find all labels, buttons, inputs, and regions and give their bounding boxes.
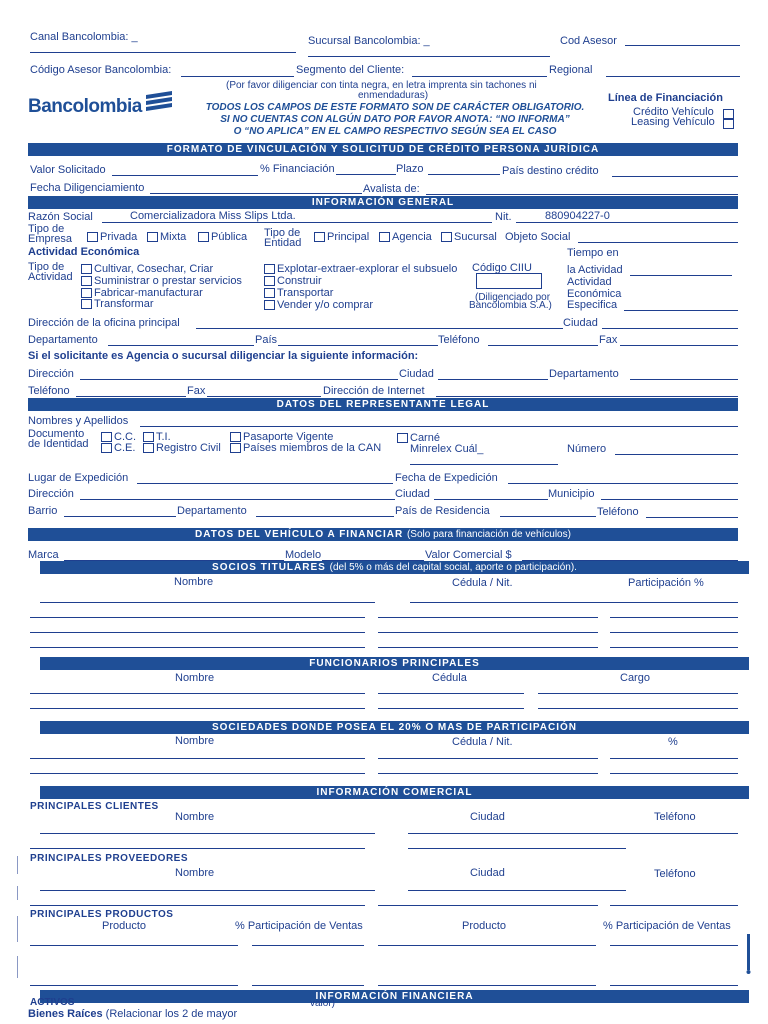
registro-option[interactable]: Registro Civil (143, 442, 221, 454)
fecha-expedicion-field[interactable] (508, 483, 738, 484)
instruction-text-2: enmendaduras) (358, 90, 429, 101)
direccion-internet-label: Dirección de Internet (323, 385, 425, 397)
section-info-general: INFORMACIÓN GENERAL (28, 196, 738, 209)
socios-row-4-cedula[interactable] (378, 647, 598, 648)
pais-destino-label: País destino crédito (502, 165, 599, 177)
clientes-nombre-header: Nombre (175, 811, 215, 823)
valor-solicitado-field[interactable] (112, 175, 258, 176)
objeto-social-label: Objeto Social (505, 231, 571, 243)
productos-ventas-header: % Participación de Ventas (235, 920, 363, 932)
pais-label: País (255, 334, 278, 346)
clientes-row-2-nombre[interactable] (30, 848, 365, 849)
rep-telefono-label: Teléfono (597, 506, 639, 518)
act-suministrar[interactable]: Suministrar o prestar servicios (81, 275, 242, 287)
marca-label: Marca (28, 549, 59, 561)
ciiu-label: Código CIIU (472, 262, 532, 274)
canal-label: Canal Bancolombia: _ (30, 31, 138, 43)
minrelex-field[interactable] (410, 464, 558, 465)
direccion-internet-field[interactable] (436, 396, 738, 397)
sucursal-checkbox[interactable] (441, 232, 452, 242)
nit-value: 880904227-0 (545, 210, 610, 222)
razon-social-field[interactable] (102, 222, 492, 223)
ti-option[interactable]: T.I. (143, 431, 171, 443)
act-transformar[interactable]: Transformar (81, 298, 154, 310)
nombres-label: Nombres y Apellidos (28, 415, 129, 427)
regional-label: Regional (549, 64, 593, 76)
clientes-row-2-ciudad[interactable] (408, 848, 626, 849)
rep-telefono-field[interactable] (646, 517, 738, 518)
departamento-field[interactable] (108, 345, 254, 346)
privada-option[interactable]: Privada (87, 231, 137, 243)
agencia-fax-label: Fax (187, 385, 206, 397)
sociedades-cedula-header: Cédula / Nit. (452, 736, 513, 748)
bancolombia-logo: Bancolombia (28, 96, 142, 118)
act-explotar[interactable]: Explotar-extraer-explorar el subsuelo (264, 263, 457, 275)
sociedades-row-2-cedula[interactable] (378, 773, 598, 774)
pais-destino-field[interactable] (612, 176, 738, 177)
economica-label: Económica (567, 288, 622, 300)
rep-municipio-field[interactable] (601, 499, 738, 500)
sociedades-row-1-cedula[interactable] (378, 758, 598, 759)
paises-checkbox[interactable] (230, 443, 241, 453)
modelo-label: Modelo (285, 549, 322, 561)
segmento-label: Segmento del Cliente: (296, 64, 405, 76)
act-transportar-checkbox[interactable] (264, 288, 275, 298)
minrelex-label: Minrelex Cuál_ (410, 443, 484, 455)
proveedores-row-1-ciudad[interactable] (408, 890, 626, 891)
socios-nombre-header: Nombre (174, 576, 214, 588)
agencia-ciudad-field[interactable] (438, 379, 548, 380)
proveedores-nombre-header: Nombre (175, 867, 215, 879)
proveedores-title: PRINCIPALES PROVEEDORES (30, 853, 189, 864)
codigo-asesor-field[interactable] (181, 76, 294, 77)
instruction-text: (Por favor diligenciar con tinta negra, en letra imprenta sin tachones ni (226, 80, 537, 91)
principal-checkbox[interactable] (314, 232, 325, 242)
pct-financiacion-field[interactable] (336, 174, 396, 175)
clientes-title: PRINCIPALES CLIENTES (30, 801, 159, 812)
plazo-label: Plazo (396, 163, 424, 175)
paises-option[interactable]: Países miembros de la CAN (230, 442, 381, 454)
fecha-field[interactable] (150, 193, 362, 194)
avalista-label: Avalista de: (363, 183, 420, 195)
sucursal-field[interactable] (308, 56, 550, 57)
act-transformar-checkbox[interactable] (81, 299, 92, 309)
productos-producto-header: Producto (102, 920, 147, 932)
proveedores-row-2-ciudad[interactable] (378, 905, 598, 906)
funcionarios-cargo-header: Cargo (620, 672, 650, 684)
socios-participacion-header: Participación % (628, 577, 704, 589)
socios-row-2-nombre[interactable] (30, 617, 365, 618)
ce-option[interactable]: C.E. (101, 442, 135, 454)
tipo-empresa-label: Tipo de Empresa (28, 223, 73, 245)
tiempo-actividad-field[interactable] (630, 275, 732, 276)
cc-option[interactable]: C.C. (101, 431, 136, 443)
act-cultivar-checkbox[interactable] (81, 264, 92, 274)
agencia-fax-field[interactable] (207, 396, 321, 397)
tipo-entidad-label: Tipo de Entidad (264, 227, 302, 249)
agencia-telefono-label: Teléfono (28, 385, 70, 397)
section-comercial: INFORMACIÓN COMERCIAL (40, 786, 749, 799)
registro-checkbox[interactable] (143, 443, 154, 453)
agencia-option[interactable]: Agencia (379, 231, 432, 243)
carne-option[interactable]: Carné (397, 432, 440, 444)
agencia-checkbox[interactable] (379, 232, 390, 242)
agencia-title: Si el solicitante es Agencia o sucursal diligenciar la siguiente información: (28, 350, 419, 362)
productos-ventas-header-2: % Participación de Ventas (603, 920, 731, 932)
especifica-label: Especifica (567, 299, 618, 311)
bienes-raices-label: Bienes Raíces (Relacionar los 2 de mayor (28, 1008, 238, 1020)
productos-row-2-producto-2[interactable] (378, 985, 596, 986)
ciiu-box[interactable] (476, 273, 542, 289)
departamento-label: Departamento (28, 334, 98, 346)
publica-checkbox[interactable] (198, 232, 209, 242)
fax-field[interactable] (620, 345, 738, 346)
ciiu-note-2: Bancolombia S.A.) (469, 300, 552, 311)
telefono-field[interactable] (488, 345, 598, 346)
productos-producto-header-2: Producto (462, 920, 507, 932)
section-funcionarios: FUNCIONARIOS PRINCIPALES (40, 657, 749, 670)
mandatory-notice: TODOS LOS CAMPOS DE ESTE FORMATO SON DE CARÁCTER OBLIGATORIO. SI NO CUENTAS CON ALGÚN DATO POR FAVOR ANOTA: “NO INFORMA” O “NO APLICA” EN EL CAMPO RESPECTIVO SEGÚN SEA EL CASO (205, 102, 585, 137)
rep-departamento-field[interactable] (256, 516, 394, 517)
cc-checkbox[interactable] (101, 432, 112, 442)
proveedores-row-2-telefono[interactable] (610, 905, 738, 906)
agencia-departamento-field[interactable] (630, 379, 738, 380)
socios-row-2-cedula[interactable] (378, 617, 598, 618)
valor-solicitado-label: Valor Solicitado (30, 164, 106, 176)
socios-row-1-nombre[interactable] (40, 602, 375, 603)
side-brand-mark (744, 932, 754, 976)
socios-row-4-nombre[interactable] (30, 647, 365, 648)
avalista-field[interactable] (426, 194, 738, 195)
funcionarios-row-2-cargo[interactable] (538, 708, 738, 709)
rep-direccion-label: Dirección (28, 488, 74, 500)
agencia-direccion-label: Dirección (28, 368, 74, 380)
socios-row-2-participacion[interactable] (610, 617, 738, 618)
section-formato: FORMATO DE VINCULACIÓN Y SOLICITUD DE CRÉDITO PERSONA JURÍDICA (28, 143, 738, 156)
linea-title: Línea de Financiación (608, 92, 723, 104)
act-explotar-checkbox[interactable] (264, 264, 275, 274)
proveedores-row-1-nombre[interactable] (40, 890, 375, 891)
proveedores-ciudad-header: Ciudad (470, 867, 505, 879)
telefono-label: Teléfono (438, 334, 480, 346)
act-vender-checkbox[interactable] (264, 300, 275, 310)
ti-checkbox[interactable] (143, 432, 154, 442)
pct-financiacion-label: % Financiación (260, 163, 335, 175)
agencia-telefono-field[interactable] (76, 396, 186, 397)
act-fabricar-checkbox[interactable] (81, 288, 92, 298)
tiempo-en-label: Tiempo en (567, 247, 619, 259)
actividad-economica-title: Actividad Económica (28, 246, 140, 258)
productos-row-2-ventas-2[interactable] (610, 985, 738, 986)
razon-social-label: Razón Social (28, 211, 93, 223)
clientes-row-1-telefono[interactable] (610, 833, 738, 834)
rep-ciudad-label: Ciudad (395, 488, 430, 500)
productos-row-2-ventas[interactable] (252, 985, 364, 986)
mixta-option[interactable]: Mixta (147, 231, 186, 243)
regional-field[interactable] (606, 76, 740, 77)
socios-cedula-header: Cédula / Nit. (452, 577, 513, 589)
agencia-ciudad-label: Ciudad (399, 368, 434, 380)
valor-label: valor) (310, 998, 336, 1009)
credito-vehiculo-label: Crédito Vehículo (633, 106, 714, 118)
canal-field[interactable] (30, 52, 296, 53)
segmento-field[interactable] (412, 76, 547, 77)
rep-departamento-label: Departamento (177, 505, 247, 517)
section-financiera: INFORMACIÓN FINANCIERA (40, 990, 749, 1003)
productos-title: PRINCIPALES PRODUCTOS (30, 909, 174, 920)
direccion-oficina-label: Dirección de la oficina principal (28, 317, 180, 329)
productos-row-1-ventas[interactable] (252, 945, 364, 946)
rep-barrio-field[interactable] (64, 516, 176, 517)
clientes-row-1-nombre[interactable] (40, 833, 375, 834)
valor-comercial-label: Valor Comercial $ (425, 549, 512, 561)
principal-option[interactable]: Principal (314, 231, 369, 243)
clientes-row-1-ciudad[interactable] (408, 833, 626, 834)
activos-label: ACTIVOS (30, 997, 75, 1008)
funcionarios-row-2-nombre[interactable] (30, 708, 365, 709)
plazo-field[interactable] (428, 174, 500, 175)
pasaporte-checkbox[interactable] (230, 432, 241, 442)
ciudad-field[interactable] (602, 328, 738, 329)
sociedades-row-2-nombre[interactable] (30, 773, 365, 774)
act-vender[interactable]: Vender y/o comprar (264, 299, 373, 311)
productos-row-1-ventas-2[interactable] (610, 945, 738, 946)
section-sociedades: SOCIEDADES DONDE POSEA EL 20% O MAS DE PARTICIPACIÓN (40, 721, 749, 734)
funcionarios-row-2-cedula[interactable] (378, 708, 524, 709)
socios-row-3-cedula[interactable] (378, 632, 598, 633)
lugar-expedicion-label: Lugar de Expedición (28, 472, 129, 484)
fecha-expedicion-label: Fecha de Expedición (395, 472, 498, 484)
la-actividad-label: la Actividad (567, 264, 623, 276)
carne-checkbox[interactable] (397, 433, 408, 443)
act-transportar[interactable]: Transportar (264, 287, 333, 299)
lugar-expedicion-field[interactable] (137, 483, 393, 484)
privada-checkbox[interactable] (87, 232, 98, 242)
sucursal-option[interactable]: Sucursal (441, 231, 497, 243)
leasing-vehiculo-checkbox[interactable] (723, 119, 734, 129)
section-socios: SOCIOS TITULARES (del 5% o más del capital social, aporte o participación). (40, 561, 749, 574)
cod-asesor-field[interactable] (625, 45, 740, 46)
socios-row-4-participacion[interactable] (610, 647, 738, 648)
actividad-label: Actividad (567, 276, 612, 288)
credito-vehiculo-checkbox[interactable] (723, 109, 734, 119)
ce-checkbox[interactable] (101, 443, 112, 453)
mixta-checkbox[interactable] (147, 232, 158, 242)
socios-row-3-participacion[interactable] (610, 632, 738, 633)
rep-ciudad-field[interactable] (434, 499, 548, 500)
numero-field[interactable] (615, 454, 738, 455)
socios-row-1-cedula[interactable] (410, 602, 626, 603)
nit-label: Nit. (495, 211, 512, 223)
logo-mark-icon (144, 91, 174, 113)
act-construir-checkbox[interactable] (264, 276, 275, 286)
agencia-departamento-label: Departamento (549, 368, 619, 380)
publica-option[interactable]: Pública (198, 231, 247, 243)
funcionarios-row-1-cargo[interactable] (538, 693, 738, 694)
sociedades-row-1-nombre[interactable] (30, 758, 365, 759)
sociedades-pct-header: % (668, 736, 678, 748)
act-fabricar[interactable]: Fabricar-manufacturar (81, 287, 203, 299)
fax-label: Fax (599, 334, 618, 346)
rep-pais-residencia-label: País de Residencia (395, 505, 490, 517)
agencia-direccion-field[interactable] (80, 379, 398, 380)
pais-field[interactable] (278, 345, 438, 346)
socios-row-3-nombre[interactable] (30, 632, 365, 633)
razon-social-value: Comercializadora Miss Slips Ltda. (130, 210, 296, 222)
fecha-label: Fecha Diligenciamiento (30, 182, 145, 194)
nit-field[interactable] (516, 222, 738, 223)
productos-row-1-producto-2[interactable] (378, 945, 596, 946)
actividad-especifica-field[interactable] (624, 310, 738, 311)
tipo-actividad-label: Tipo de Actividad (28, 261, 73, 283)
pasaporte-option[interactable]: Pasaporte Vigente (230, 431, 333, 443)
productos-row-2-producto[interactable] (30, 985, 238, 986)
ciudad-label: Ciudad (563, 317, 598, 329)
numero-label: Número (567, 443, 607, 455)
productos-row-1-producto[interactable] (30, 945, 238, 946)
rep-municipio-label: Municipio (548, 488, 595, 500)
funcionarios-nombre-header: Nombre (175, 672, 215, 684)
act-suministrar-checkbox[interactable] (81, 276, 92, 286)
clientes-telefono-header: Teléfono (654, 811, 696, 823)
sociedades-nombre-header: Nombre (175, 735, 215, 747)
funcionarios-cedula-header: Cédula (432, 672, 467, 684)
ciiu-note-1: (Diligenciado por (475, 292, 551, 303)
sucursal-label: Sucursal Bancolombia: _ (308, 35, 430, 47)
codigo-asesor-label: Código Asesor Bancolombia: (30, 64, 172, 76)
documento-label: Documento de Identidad (28, 428, 89, 450)
leasing-vehiculo-label: Leasing Vehículo (631, 116, 715, 128)
rep-direccion-field[interactable] (80, 499, 395, 500)
proveedores-row-2-nombre[interactable] (30, 905, 365, 906)
cod-asesor-label: Cod Asesor (560, 35, 617, 47)
sociedades-row-2-pct[interactable] (610, 773, 738, 774)
clientes-ciudad-header: Ciudad (470, 811, 505, 823)
act-cultivar[interactable]: Cultivar, Cosechar, Criar (81, 263, 213, 275)
proveedores-telefono-header: Teléfono (654, 868, 696, 880)
rep-pais-residencia-field[interactable] (500, 516, 596, 517)
act-construir[interactable]: Construir (264, 275, 322, 287)
direccion-oficina-field[interactable] (196, 328, 563, 329)
sociedades-row-1-pct[interactable] (610, 758, 738, 759)
side-print-marks (16, 856, 20, 986)
funcionarios-row-1-nombre[interactable] (30, 693, 365, 694)
rep-barrio-label: Barrio (28, 505, 58, 517)
socios-row-1-participacion[interactable] (610, 602, 738, 603)
objeto-social-field[interactable] (578, 242, 738, 243)
section-representante: DATOS DEL REPRESENTANTE LEGAL (28, 398, 738, 411)
nombres-field[interactable] (140, 426, 738, 427)
section-vehiculo: DATOS DEL VEHÍCULO A FINANCIAR (Solo para financiación de vehículos) (28, 528, 738, 541)
funcionarios-row-1-cedula[interactable] (378, 693, 524, 694)
